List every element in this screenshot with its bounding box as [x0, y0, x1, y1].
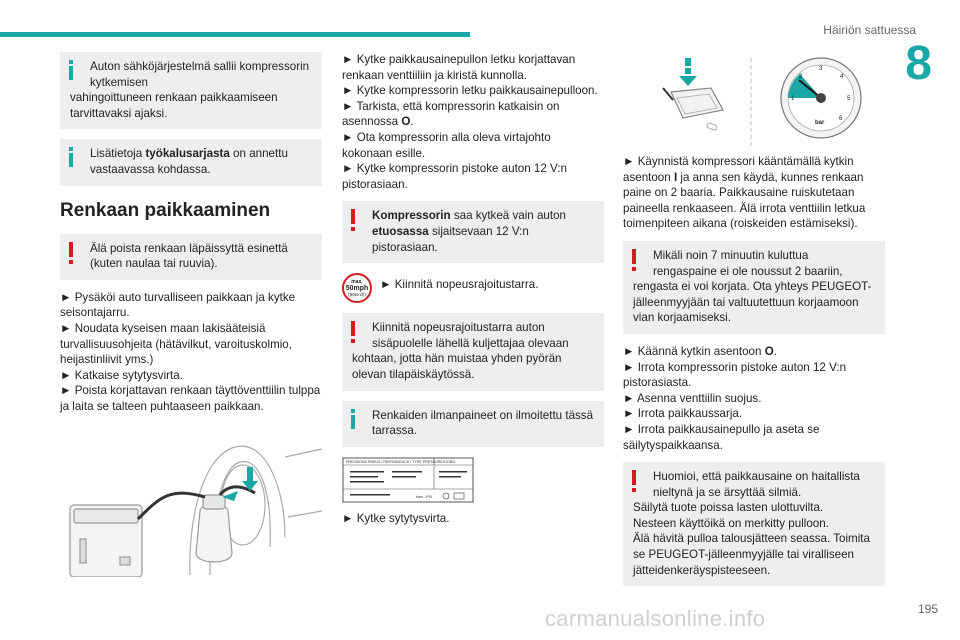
- info-box: [60, 139, 322, 185]
- step: ► Ota kompressorin alla oleva virtajohto kokonaan esille.: [342, 130, 551, 160]
- step: ► Kytke sytytysvirta.: [342, 511, 450, 525]
- warning-icon: [632, 249, 636, 271]
- watermark: carmanualsonline.info: [545, 606, 766, 631]
- step: ► Pysäköi auto turvalliseen paikkaan ja kytke seisontajarru.: [60, 290, 296, 320]
- header-accent-bar: [0, 32, 470, 37]
- page-number: 195: [917, 602, 938, 616]
- column-1: [60, 52, 322, 582]
- gauge-tick: 2: [799, 74, 803, 80]
- step: [623, 154, 885, 232]
- step-text: .: [410, 115, 414, 129]
- compressor-gauge-illustration: [623, 52, 885, 150]
- warning-text: rengasta ei voi korjata. Ota yhteys PEUGEOT-jälleenmyyjään tai valtuutettuun korjaamoon vian korjaamiseksi.: [633, 280, 872, 325]
- label-corner: JOBG: [445, 459, 456, 464]
- speed-limit-badge-icon: [342, 273, 372, 303]
- info-text-lead: Auton sähköjärjestelmä sallii kompressorin kytkemisen: [90, 60, 310, 89]
- badge-text: (80km/h): [348, 291, 366, 297]
- info-text: Lisätietoja: [90, 147, 146, 161]
- gauge-tick: 1: [791, 96, 795, 102]
- step: [623, 344, 885, 360]
- step: [342, 99, 604, 130]
- info-icon: [69, 60, 73, 80]
- step: ► Kytke kompressorin pistoke auton 12 V:n pistorasiaan.: [342, 162, 567, 191]
- info-text: on annettu vastaavassa kohdassa.: [90, 147, 288, 176]
- gauge-tick: 3: [819, 66, 823, 72]
- warning-text: saa kytkeä vain auton: [450, 209, 566, 223]
- step-text-bold: O: [401, 115, 411, 129]
- speed-limit-row: [342, 273, 604, 303]
- badge-text: 50mph: [345, 284, 369, 292]
- column-3: [623, 52, 885, 596]
- step: ► Asenna venttiilin suojus.: [623, 391, 762, 405]
- warning-text-bold: etuosassa: [372, 224, 429, 238]
- gauge-unit: bar: [815, 120, 825, 126]
- info-text: vahingoittuneen renkaan paikkaamiseen tarvittavaksi ajaksi.: [70, 91, 278, 120]
- info-text-bold: työkalusarjasta: [145, 147, 230, 161]
- step-text: ► Tarkista, että kompressorin katkaisin on asennossa: [342, 99, 560, 129]
- step: ► Kytke paikkausainepullon letku korjattavan renkaan venttiiliin ja kiristä kunnolla.: [342, 53, 576, 82]
- chapter-number: 8: [905, 37, 932, 90]
- gauge-tick: 6: [839, 116, 843, 122]
- step-text-bold: I: [673, 170, 678, 184]
- compressor-illustration: [60, 427, 322, 577]
- warning-icon: [351, 209, 355, 231]
- warning-text: Älä hävitä pulloa talousjätteen seassa. Toimita se PEUGEOT-jälleenmyyjälle tai viralliseen jätteidenkeräyspisteeseen.: [633, 532, 870, 577]
- tyre-pressure-label-illustration: [342, 457, 474, 503]
- step: ► Irrota paikkaussarja.: [623, 407, 743, 421]
- step: ► Kiinnitä nopeusrajoitustarra.: [380, 278, 539, 292]
- step: ► Katkaise sytytysvirta.: [60, 368, 183, 382]
- label-title: PRESSIONS PNEUS / REIFENDRUCK / TYRE PRESSURES: [346, 459, 445, 464]
- step: ► Poista korjattavan renkaan täyttöventtiilin tulppa ja laita se talteen puhtaaseen paikkaan.: [60, 384, 321, 413]
- info-text-lead: Renkaiden ilmanpaineet on ilmoitettu tässä tarrassa.: [372, 408, 594, 438]
- step-text: ► Käynnistä kompressori kääntämällä kytkin asentoon: [623, 155, 854, 184]
- warning-text-lead: Älä poista renkaan läpäissyttä esinettä (kuten naulaa tai ruuvia).: [90, 241, 288, 271]
- section-heading: Renkaan paikkaaminen: [60, 199, 271, 221]
- warning-text-lead: Kiinnitä nopeusrajoitustarra auton sisäpuolelle lähellä kuljettajaa olevaan: [372, 321, 569, 350]
- warning-box: [60, 234, 322, 280]
- badge-text: max.: [351, 278, 363, 285]
- warning-box: [342, 313, 604, 390]
- gauge-tick: 5: [847, 96, 851, 102]
- column-2: [342, 52, 604, 526]
- warning-icon: [69, 242, 73, 264]
- warning-box: [342, 201, 604, 263]
- step-text: .: [773, 344, 777, 358]
- warning-box: [623, 462, 885, 586]
- warning-text: Säilytä tuote poissa lasten ulottuvilta.: [633, 501, 824, 515]
- gauge-tick: 4: [840, 74, 844, 80]
- info-icon: [69, 147, 73, 167]
- step-text-bold: O: [764, 344, 774, 358]
- step: ► Kytke kompressorin letku paikkausainepulloon.: [342, 84, 598, 98]
- warning-text-lead: Huomioi, että paikkausaine on haitallista nieltynä ja se ärsyttää silmiä.: [653, 470, 860, 499]
- warning-box: [623, 241, 885, 334]
- warning-text-bold: Kompressorin: [372, 209, 451, 223]
- label-unit: bars - PSI: [416, 494, 432, 499]
- warning-text-lead: [352, 208, 594, 255]
- warning-icon: [351, 321, 355, 343]
- info-text-lead: [70, 146, 312, 177]
- info-box: [60, 52, 322, 129]
- step-text: ja anna sen käydä, kunnes renkaan paine on 2 baaria. Paikkausaine ruiskutetaan paineella renkaaseen. Älä irrota venttiilin letkua toimenpiteen aikana (roiskeiden estämiseksi).: [623, 170, 866, 231]
- info-icon: [351, 409, 355, 429]
- warning-text: Nesteen käyttöikä on merkitty pulloon.: [633, 516, 829, 530]
- step: ► Irrota kompressorin pistoke auton 12 V:n pistorasiasta.: [623, 360, 847, 390]
- step-text: ► Käännä kytkin asentoon: [623, 344, 765, 358]
- info-box: [342, 401, 604, 447]
- warning-text: kohtaan, jotta hän muistaa yhden pyörän olevan tilapäiskäytössä.: [352, 352, 562, 381]
- chapter-title: Häiriön sattuessa: [823, 23, 916, 37]
- step: ► Irrota paikkausainepullo ja aseta se säilytyspaikkaansa.: [623, 422, 820, 452]
- warning-text: sijaitsevaan 12 V:n pistorasiaan.: [372, 224, 529, 254]
- step: ► Noudata kyseisen maan lakisääteisiä turvallisuusohjeita (hätävilkut, varoituskolmio, heijastinliivit yms.): [60, 321, 292, 367]
- warning-icon: [632, 470, 636, 492]
- warning-text-lead: Mikäli noin 7 minuutin kuluttua rengaspaine ei ole noussut 2 baariin,: [653, 248, 843, 278]
